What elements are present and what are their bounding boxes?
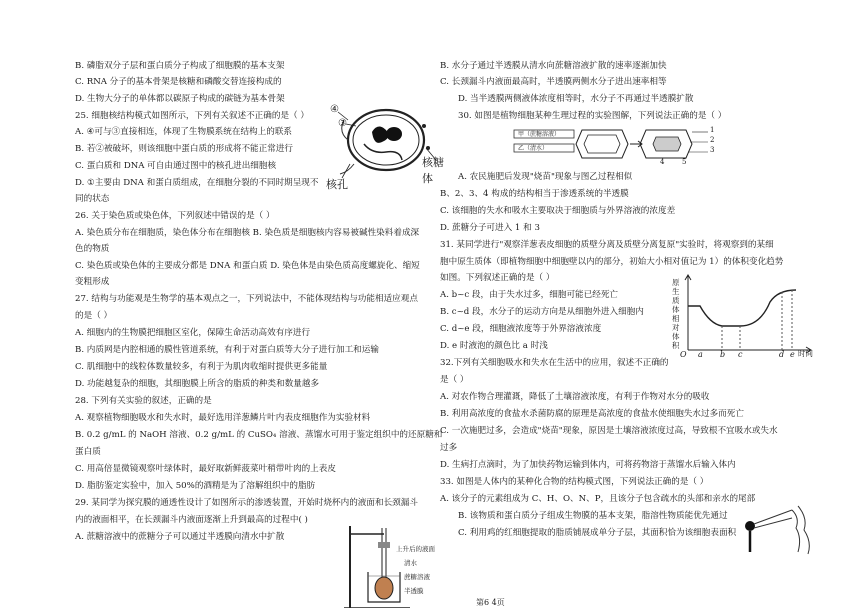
text-line: A. b~c 段，由于失水过多，细胞可能已经死亡 [440,290,619,300]
ribosome-label: 核糖体 [422,156,444,185]
cell-process-figure [512,124,722,168]
membrane-label: 半透膜 [404,587,424,595]
text-line: B. c~d 段，水分子的运动方向是从细胞外进入细胞内 [440,307,644,317]
text-line: 28. 下列有关实验的叙述，正确的是 [75,396,212,406]
x-axis-label: 时间 [798,349,813,358]
nucleus-figure [324,104,444,192]
volume-curve-figure [670,272,820,360]
text-line: D. ①主要由 DNA 和蛋白质组成，在细胞分裂的不同时期呈现不 [75,178,319,188]
text-line: A. 细胞内的生物膜把细胞区室化，保障生命活动高效有序进行 [75,328,311,338]
text-line: D. 脂肪鉴定实验中，加入 50%的酒精是为了溶解组织中的脂肪 [75,481,316,491]
text-line: 29. 某同学为探究膜的通透性设计了如图所示的渗透装置，开始时烧杯内的液面和长颈漏斗 [75,498,418,508]
text-line: 过多 [440,443,458,453]
text-line: B. 利用高浓度的食盐水杀菌防腐的原理是高浓度的食盐水使细胞失水过多而死亡 [440,409,744,419]
origin-label: O [680,350,687,359]
tick-a: a [698,350,703,359]
text-line: C. 该细胞的失水和吸水主要取决于细胞质与外界溶液的浓度差 [440,206,676,216]
text-line: A. ④可与③直接相连，体现了生物膜系统在结构上的联系 [75,127,293,137]
text-line: 色的物质 [75,244,110,254]
text-line: 胞中原生质体（即植物细胞中细胞壁以内的部分，初始大小相对值记为 1）的体积变化趋势 [440,257,784,267]
text-line: 30. 如图是植物细胞某种生理过程的实验图解，下列说法正确的是（ ） [458,111,727,121]
text-line: 内的液面相平，在长颈漏斗内液面逐渐上升到最高的过程中( ) [75,515,308,525]
tick-b: b [720,350,726,359]
text-line: 32.下列有关细胞吸水和失水在生活中的应用，叙述不正确的 [440,358,669,368]
text-line: 27. 结构与功能观是生物学的基本观点之一，下列说法中，不能体现结构与功能相适应观点 [75,294,418,304]
text-line: C. 利用鸡的红细胞提取的脂质铺展成单分子层，其面积恰为该细胞表面积 [458,528,737,538]
text-line: C. 长颈漏斗内液面最高时，半透膜两侧水分子进出速率相等 [440,77,667,87]
jia-label: 甲（蔗糖溶液） [518,131,561,138]
page-footer: 第6 4页 [476,598,505,607]
yi-label: 乙（清水） [518,145,549,152]
num-2: 2 [710,136,715,144]
num-5: 5 [682,158,687,166]
text-line: D. e 时液泡的颜色比 a 时浅 [440,341,548,351]
text-line: A. 蔗糖溶液中的蔗糖分子可以通过半透膜向清水中扩散 [75,532,285,542]
text-line: B. 0.2 g/mL 的 NaOH 溶液、0.2 g/mL 的 CuSO₄ 溶液、蒸馏水可用于鉴定组织中的还原糖和 [75,430,443,440]
phospholipid-figure [740,500,818,556]
text-line: A. 对农作物合理灌溉，降低了土壤溶液浓度，有利于作物对水分的吸收 [440,392,710,402]
text-line: D. 蔗糖分子可进入 1 和 3 [440,223,540,233]
text-line: A. 该分子的元素组成为 C、H、O、N、P，且该分子包含疏水的头部和亲水的尾部 [440,494,756,504]
text-line: D. 生物大分子的单体都以碳原子构成的碳链为基本骨架 [75,94,285,104]
text-line: C. 蛋白质和 DNA 可自由通过图中的核孔进出细胞核 [75,161,277,171]
tick-c: c [738,350,743,359]
text-line: C. 一次施肥过多，会造成"烧苗"现象，原因是土壤溶液浓度过高，导致根不宜吸水或失水 [440,426,778,436]
tick-d: d [779,350,785,359]
text-line: 蛋白质 [75,447,101,457]
num-4: 4 [660,158,665,166]
text-line: C. 染色质或染色体的主要成分都是 DNA 和蛋白质 D. 染色体是由染色质高度螺旋化、缩短 [75,261,420,271]
text-line: B. 磷脂双分子层和蛋白质分子构成了细胞膜的基本支架 [75,61,285,71]
text-line: A. 染色质分布在细胞质，染色体分布在细胞核 B. 染色质是细胞核内容易被碱性染料着成深 [75,228,420,238]
text-line: B. 若②被破坏，则该细胞中蛋白质的形成将不能正常进行 [75,144,294,154]
text-line: B. 水分子通过半透膜从清水向蔗糖溶液扩散的速率逐渐加快 [440,61,667,71]
text-line: D. 当半透膜两侧液体浓度相等时，水分子不再通过半透膜扩散 [458,94,694,104]
text-line: C. 用高倍显微镜观察叶绿体时，最好取新鲜菠菜叶稍带叶肉的上表皮 [75,464,336,474]
water-label: 清水 [404,559,417,567]
osmosis-apparatus-figure [340,522,450,608]
text-line: C. d~e 段，细胞液浓度等于外界溶液浓度 [440,324,602,334]
text-line: A. 观察植物细胞吸水和失水时，最好选用洋葱鳞片叶内表皮细胞作为实验材料 [75,413,371,423]
text-line: B. 该物质和蛋白质分子组成生物膜的基本支架，脂溶性物质能优先通过 [458,511,728,521]
label-3: ③ [338,118,347,129]
text-line: C. 肌细胞中的线粒体数量较多，有利于为肌肉收缩时提供更多能量 [75,362,328,372]
tick-e: e [790,350,795,359]
num-3: 3 [710,146,715,154]
label-4: ④ [330,104,339,115]
text-line: 是（ ） [440,375,469,385]
num-1: 1 [710,126,715,134]
text-line: D. 功能越复杂的细胞，其细胞膜上所含的脂质的种类和数量越多 [75,379,320,389]
text-line: 31. 某同学进行"观察洋葱表皮细胞的质壁分离及质壁分离复原"实验时，将观察到的某细 [440,240,774,250]
y-axis-label: 原生质体相对体积 [672,278,680,350]
text-line: B. 内质网是内腔相通的膜性管道系统，有利于对蛋白质等大分子进行加工和运输 [75,345,379,355]
text-line: 26. 关于染色质或染色体，下列叙述中错误的是（ ） [75,211,275,221]
text-line: 的是（ ） [75,311,113,321]
text-line: D. 生病打点滴时，为了加快药物运输到体内，可将药物溶于蒸馏水后输入体内 [440,460,736,470]
text-line: A. 农民施肥后发现"烧苗"现象与图乙过程相似 [458,172,633,182]
risen-level-label: 上升后的液面 [396,545,435,553]
nuclear-pore-label: 核孔 [326,178,348,191]
text-line: C. RNA 分子的基本骨架是核糖和磷酸交替连接构成的 [75,77,282,87]
sucrose-label: 蔗糖溶液 [404,573,430,581]
text-line: 如图。下列叙述正确的是（ ） [440,273,555,283]
text-line: 变粗形成 [75,277,110,287]
text-line: 33. 如图是人体内的某种化合物的结构模式图，下列说法正确的是（ ） [440,477,709,487]
text-line: 25. 细胞核结构模式如图所示，下列有关叙述不正确的是（ ） [75,111,309,121]
text-line: B、2、3、4 构成的结构相当于渗透系统的半透膜 [440,189,629,199]
text-line: 同的状态 [75,194,110,204]
